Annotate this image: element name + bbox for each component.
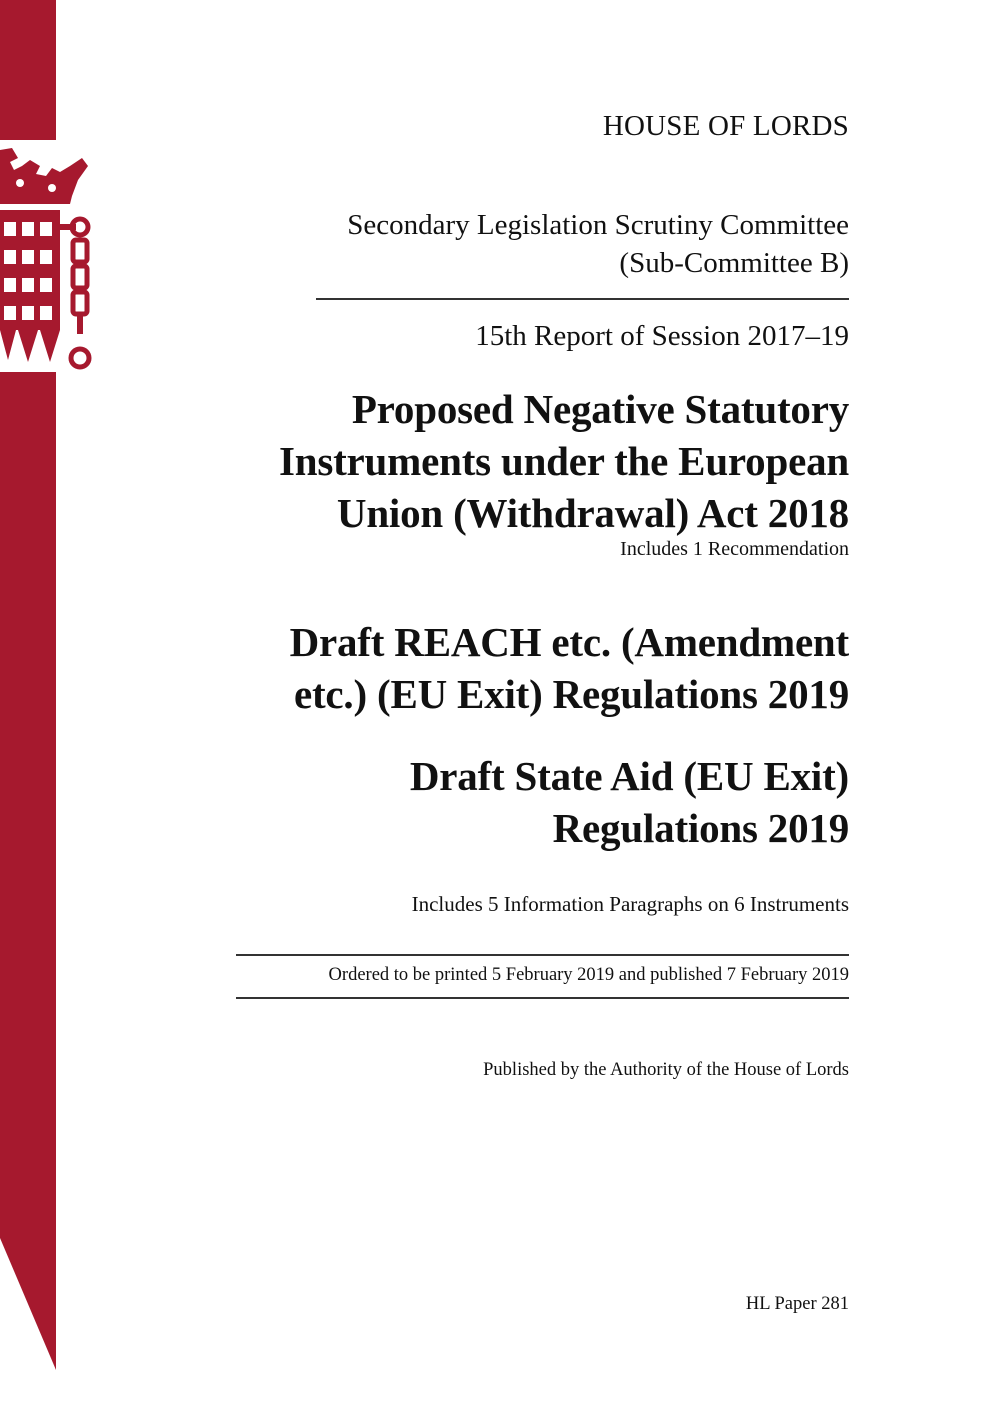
portcullis-crowned-icon [0, 148, 89, 367]
session-label: 15th Report of Session 2017–19 [475, 320, 849, 352]
report-title-line: Instruments under the European [278, 438, 849, 484]
report-title [279, 383, 849, 539]
report-title-line: Union (Withdrawal) Act 2018 [336, 490, 849, 536]
instrument-title-line: Regulations 2019 [552, 805, 849, 851]
instrument-title [290, 616, 849, 720]
committee-line-1: Secondary Legislation Scrutiny Committee [347, 209, 849, 241]
divider [236, 954, 849, 956]
institution-name: HOUSE OF LORDS [602, 110, 849, 142]
committee-line-2: (Sub-Committee B) [619, 247, 849, 279]
instrument-title-line: Draft State Aid (EU Exit) [409, 753, 849, 799]
divider [316, 298, 849, 300]
committee-name [347, 206, 849, 282]
brand-band [0, 0, 110, 1401]
instrument-title [410, 750, 849, 854]
instrument-title-line: Draft REACH etc. (Amendment [289, 619, 849, 665]
publisher-statement: Published by the Authority of the House of Lords [483, 1060, 849, 1080]
instrument-title-line: etc.) (EU Exit) Regulations 2019 [293, 671, 849, 717]
report-title-line: Proposed Negative Statutory [351, 386, 849, 432]
divider [236, 997, 849, 999]
paper-number: HL Paper 281 [745, 1294, 849, 1314]
information-paragraphs-note: Includes 5 Information Paragraphs on 6 Instruments [411, 892, 849, 916]
recommendation-note: Includes 1 Recommendation [620, 538, 849, 560]
ordered-date: Ordered to be printed 5 February 2019 and published 7 February 2019 [328, 965, 849, 985]
